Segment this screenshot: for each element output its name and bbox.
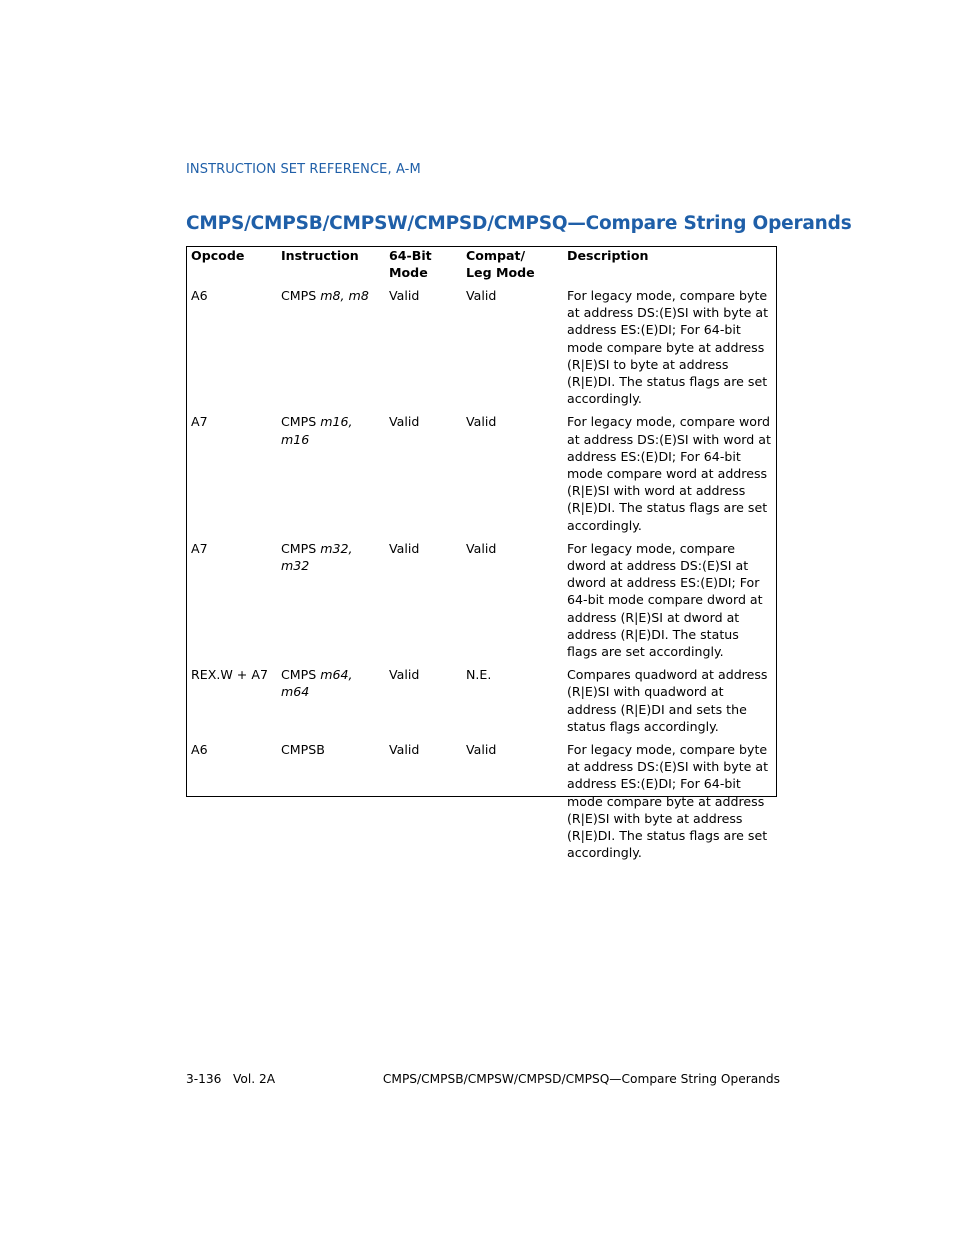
description-cell: For legacy mode, compare byte at address DS:(E)SI with byte at address ES:(E)DI; For 64-bit mode compare byte at address (R|E)SI with byte at address (R|E)DI. The status flags are set accordingly. <box>567 742 769 861</box>
mode64-cell: Valid <box>389 414 420 430</box>
table-row <box>187 741 776 867</box>
opcode-cell: A7 <box>191 540 208 556</box>
instruction-cell: CMPSB <box>281 742 325 758</box>
description-cell: Compares quadword at address (R|E)SI with quadword at address (R|E)DI and sets the status flags accordingly. <box>567 667 768 734</box>
table-row <box>187 287 776 413</box>
mode64-cell: Valid <box>389 742 420 758</box>
table-row <box>187 666 776 741</box>
instruction-cell: CMPS m64, m64 <box>281 667 353 700</box>
compat-cell: Valid <box>466 288 497 303</box>
mode64-cell: Valid <box>389 540 420 556</box>
column-header-description: Description <box>567 248 649 263</box>
compat-cell: Valid <box>466 414 497 430</box>
column-header-64bit-mode: 64-Bit Mode <box>389 248 432 281</box>
opcode-cell: A6 <box>191 288 208 303</box>
compat-cell: N.E. <box>466 667 492 683</box>
column-header-opcode: Opcode <box>191 248 245 263</box>
table-header-row <box>187 247 776 287</box>
running-head: INSTRUCTION SET REFERENCE, A-M <box>186 162 421 177</box>
instruction-cell: CMPS m16, m16 <box>281 414 353 447</box>
instruction-cell: CMPS m8, m8 <box>281 288 369 303</box>
footer-page-info <box>186 1072 275 1086</box>
page-number: 3-136 <box>186 1072 222 1086</box>
table-row <box>187 413 776 539</box>
opcode-cell: A7 <box>191 414 208 430</box>
description-cell: For legacy mode, compare dword at address DS:(E)SI at dword at address ES:(E)DI; For 64-bit mode compare dword at address (R|E)SI at dword at address (R|E)DI. The status flags are set accordingly. <box>567 540 763 660</box>
description-cell: For legacy mode, compare byte at address DS:(E)SI with byte at address ES:(E)DI; For 64-bit mode compare byte at address (R|E)SI to byte at address (R|E)DI. The status flags are set accordingly. <box>567 288 769 407</box>
table-row <box>187 540 776 666</box>
column-header-instruction: Instruction <box>281 248 359 263</box>
column-header-compat-mode: Compat/ Leg Mode <box>466 248 535 281</box>
page-title: CMPS/CMPSB/CMPSW/CMPSD/CMPSQ—Compare String Operands <box>186 213 852 234</box>
volume-label: Vol. 2A <box>233 1072 276 1086</box>
opcode-table <box>186 246 777 861</box>
compat-cell: Valid <box>466 540 497 556</box>
mode64-cell: Valid <box>389 288 420 303</box>
opcode-cell: REX.W + A7 <box>191 667 268 683</box>
mode64-cell: Valid <box>389 667 420 683</box>
instruction-cell: CMPS m32, m32 <box>281 540 353 574</box>
opcode-cell: A6 <box>191 742 208 758</box>
description-cell: For legacy mode, compare word at address DS:(E)SI with word at address ES:(E)DI; For 64-bit mode compare word at address (R|E)SI with word at address (R|E)DI. The status flags are set accordingly. <box>567 414 771 533</box>
compat-cell: Valid <box>466 742 497 758</box>
footer-title: CMPS/CMPSB/CMPSW/CMPSD/CMPSQ—Compare String Operands <box>382 1072 780 1086</box>
